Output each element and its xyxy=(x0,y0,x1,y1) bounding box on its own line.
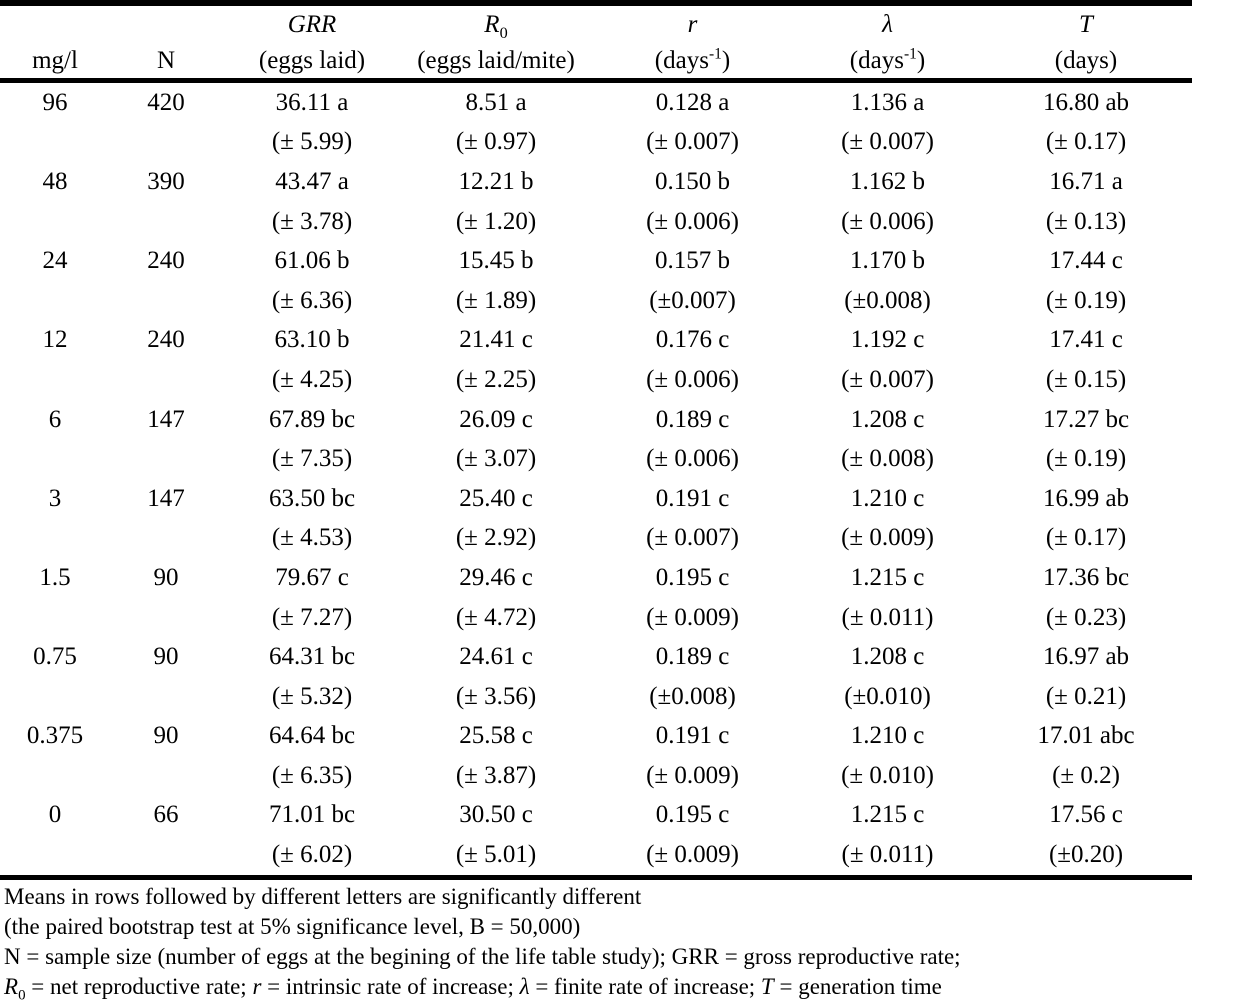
table-row-se xyxy=(0,123,1192,163)
r0-se-cell: (± 3.87) xyxy=(455,761,537,789)
grr-se-cell: (± 4.53) xyxy=(271,524,353,552)
footnote-seg-3: = finite rate of increase; xyxy=(529,973,761,999)
dose-cell: 48 xyxy=(42,167,68,195)
t-cell: 17.44 c xyxy=(1049,247,1123,275)
r0-se-cell: (± 3.07) xyxy=(455,445,537,473)
t-cell: 17.36 bc xyxy=(1042,563,1130,591)
dose-cell: 3 xyxy=(48,484,62,512)
footnote-line-3: N = sample size (number of eggs at the begining of the life table study); GRR = gross reproductive rate; xyxy=(4,943,961,969)
r-cell: 0.150 b xyxy=(655,167,730,195)
t-se-cell: (±0.20) xyxy=(980,835,1192,877)
r0-se-cell: (± 4.72) xyxy=(455,603,537,631)
t-se-cell: (± 0.19) xyxy=(1045,286,1127,314)
table-row-se xyxy=(0,598,1192,638)
footnote-line-4 xyxy=(4,972,1257,1002)
empty-cell xyxy=(0,202,110,242)
table-row-main xyxy=(0,558,1192,598)
dose-cell: 96 xyxy=(42,88,68,116)
r-se-cell: (± 0.006) xyxy=(646,365,739,393)
footnote-seg-1: = net reproductive rate; xyxy=(25,973,253,999)
grr-cell: 71.01 bc xyxy=(268,801,356,829)
n-cell: 90 xyxy=(153,643,179,671)
table-row-se xyxy=(0,439,1192,479)
empty-cell xyxy=(110,3,222,43)
n-cell: 390 xyxy=(147,167,185,195)
lambda-se-cell: (± 0.008) xyxy=(841,445,934,473)
lambda-se-cell: (± 0.006) xyxy=(841,207,934,235)
table-row-se xyxy=(0,360,1192,400)
grr-header xyxy=(222,3,402,43)
table-row-se xyxy=(0,519,1192,559)
r-symbol: r xyxy=(687,10,698,38)
n-cell: 90 xyxy=(153,563,179,591)
grr-cell: 64.64 bc xyxy=(268,722,356,750)
r-se-cell: (± 0.009) xyxy=(646,603,739,631)
lambda-cell: 1.136 a xyxy=(850,88,925,116)
table-body xyxy=(0,81,1192,878)
footnote-lambda-symbol: λ xyxy=(519,973,530,999)
empty-cell xyxy=(110,439,222,479)
r0-se-cell: (± 1.20) xyxy=(455,207,537,235)
t-cell: 16.80 ab xyxy=(1042,88,1130,116)
empty-cell xyxy=(110,598,222,638)
r0-subscript: 0 xyxy=(499,23,508,42)
footnote-r-symbol: r xyxy=(252,973,262,999)
r0-se-cell: (± 2.25) xyxy=(455,365,537,393)
r0-cell: 26.09 c xyxy=(459,405,533,433)
r0-se-cell: (± 2.92) xyxy=(455,524,537,552)
empty-cell xyxy=(110,677,222,717)
empty-cell xyxy=(0,519,110,559)
r0-se-cell: (± 0.97) xyxy=(455,128,537,156)
r-cell: 0.128 a xyxy=(655,88,730,116)
lambda-se-cell: (± 0.010) xyxy=(841,761,934,789)
n-cell: 147 xyxy=(147,484,185,512)
empty-cell xyxy=(0,598,110,638)
r-cell: 0.191 c xyxy=(655,722,730,750)
lambda-unit-close: ) xyxy=(916,46,926,74)
lambda-unit xyxy=(795,43,980,81)
lambda-se-cell: (± 0.007) xyxy=(841,128,934,156)
t-se-cell: (± 0.23) xyxy=(1045,603,1127,631)
dose-cell: 0 xyxy=(48,801,62,829)
empty-cell xyxy=(0,677,110,717)
n-cell: 240 xyxy=(147,326,185,354)
dose-cell: 12 xyxy=(42,326,68,354)
lambda-unit-open: (days xyxy=(849,46,904,74)
r0-symbol: R xyxy=(484,10,500,38)
footnotes xyxy=(0,882,1257,1002)
r0-cell: 30.50 c xyxy=(459,801,533,829)
r-se-cell: (± 0.009) xyxy=(646,761,739,789)
r-unit xyxy=(590,43,795,81)
n-cell: 147 xyxy=(147,405,185,433)
lambda-cell: 1.162 b xyxy=(850,167,925,195)
lambda-symbol: λ xyxy=(882,10,893,38)
lambda-cell: 1.208 c xyxy=(850,405,925,433)
r-unit-exponent: -1 xyxy=(708,45,722,63)
table-row-main xyxy=(0,241,1192,281)
n-cell: 420 xyxy=(147,88,185,116)
grr-se-cell: (± 7.35) xyxy=(271,445,353,473)
dose-cell: 1.5 xyxy=(39,563,71,591)
table-row-main xyxy=(0,479,1192,519)
dose-cell: 24 xyxy=(42,247,68,275)
r-se-cell: (± 0.009) xyxy=(590,835,795,877)
lambda-cell: 1.210 c xyxy=(850,722,925,750)
t-se-cell: (± 0.21) xyxy=(1045,682,1127,710)
r0-cell: 24.61 c xyxy=(459,643,533,671)
n-cell: 240 xyxy=(147,247,185,275)
table-row-se xyxy=(0,756,1192,796)
t-cell: 17.27 bc xyxy=(1042,405,1130,433)
empty-cell xyxy=(0,835,110,877)
grr-cell: 36.11 a xyxy=(275,88,349,116)
lambda-cell: 1.192 c xyxy=(850,326,925,354)
lambda-se-cell: (± 0.011) xyxy=(795,835,980,877)
footnote-line-2: (the paired bootstrap test at 5% significance level, B = 50,000) xyxy=(4,913,581,939)
empty-cell xyxy=(0,756,110,796)
n-cell: 66 xyxy=(153,801,179,829)
t-se-cell: (± 0.13) xyxy=(1045,207,1127,235)
grr-symbol: GRR xyxy=(287,10,337,38)
grr-cell: 63.50 bc xyxy=(268,484,356,512)
r0-cell: 25.40 c xyxy=(459,484,533,512)
table-row-main xyxy=(0,717,1192,757)
table-row-main xyxy=(0,81,1192,123)
footnote-t-symbol: T xyxy=(760,973,774,999)
lambda-cell: 1.170 b xyxy=(850,247,925,275)
grr-cell: 67.89 bc xyxy=(268,405,356,433)
t-se-cell: (± 0.17) xyxy=(1045,128,1127,156)
empty-cell xyxy=(0,360,110,400)
r-cell: 0.189 c xyxy=(655,405,730,433)
r-unit-open: (days xyxy=(654,46,709,74)
dose-column-label: mg/l xyxy=(0,43,110,81)
lambda-se-cell: (± 0.007) xyxy=(841,365,934,393)
dose-cell: 0.375 xyxy=(26,722,84,750)
t-cell: 17.01 abc xyxy=(1037,722,1135,750)
t-se-cell: (± 0.15) xyxy=(1045,365,1127,393)
grr-se-cell: (± 6.36) xyxy=(271,286,353,314)
grr-se-cell: (± 3.78) xyxy=(271,207,353,235)
r-se-cell: (± 0.007) xyxy=(646,128,739,156)
empty-cell xyxy=(0,439,110,479)
dose-cell: 0.75 xyxy=(33,643,77,671)
empty-cell xyxy=(110,519,222,559)
table-row-main xyxy=(0,321,1192,361)
r-cell: 0.189 c xyxy=(655,643,730,671)
table-row-se xyxy=(0,835,1192,877)
grr-se-cell: (± 4.25) xyxy=(271,365,353,393)
lambda-cell: 1.215 c xyxy=(850,563,925,591)
grr-se-cell: (± 5.99) xyxy=(271,128,353,156)
lambda-cell: 1.208 c xyxy=(850,643,925,671)
r-cell: 0.176 c xyxy=(655,326,730,354)
t-cell: 17.56 c xyxy=(1049,801,1123,829)
lambda-se-cell: (±0.008) xyxy=(844,286,931,314)
t-unit: (days) xyxy=(980,43,1192,81)
r-cell: 0.157 b xyxy=(655,247,730,275)
footnote-seg-4: = generation time xyxy=(773,973,942,999)
footnote-line-1: Means in rows followed by different letters are significantly different xyxy=(4,883,642,909)
r0-se-cell: (± 1.89) xyxy=(455,286,537,314)
dose-cell: 6 xyxy=(48,405,62,433)
table-row-main xyxy=(0,162,1192,202)
r0-cell: 8.51 a xyxy=(465,88,527,116)
r-se-cell: (± 0.006) xyxy=(646,207,739,235)
empty-cell xyxy=(0,3,110,43)
r0-unit: (eggs laid/mite) xyxy=(402,43,590,81)
grr-cell: 79.67 c xyxy=(275,563,349,591)
lambda-se-cell: (±0.010) xyxy=(844,682,931,710)
table-row-se xyxy=(0,202,1192,242)
empty-cell xyxy=(110,756,222,796)
r-unit-close: ) xyxy=(721,46,731,74)
empty-cell xyxy=(110,202,222,242)
n-cell: 90 xyxy=(153,722,179,750)
t-cell: 16.99 ab xyxy=(1042,484,1130,512)
grr-cell: 64.31 bc xyxy=(268,643,356,671)
lambda-se-cell: (± 0.011) xyxy=(841,603,934,631)
table-row-main xyxy=(0,637,1192,677)
t-se-cell: (± 0.19) xyxy=(1045,445,1127,473)
footnote-seg-2: = intrinsic rate of increase; xyxy=(261,973,520,999)
r0-cell: 25.58 c xyxy=(459,722,533,750)
r-se-cell: (± 0.006) xyxy=(646,445,739,473)
lambda-se-cell: (± 0.009) xyxy=(841,524,934,552)
header-unit-row xyxy=(0,43,1192,81)
empty-cell xyxy=(110,123,222,163)
table-row-main xyxy=(0,400,1192,440)
r0-cell: 29.46 c xyxy=(459,563,533,591)
lambda-cell: 1.215 c xyxy=(850,801,925,829)
r-se-cell: (±0.007) xyxy=(649,286,736,314)
empty-cell xyxy=(110,360,222,400)
empty-cell xyxy=(0,281,110,321)
table-row-main xyxy=(0,796,1192,836)
empty-cell xyxy=(110,835,222,877)
footnote-r0-subscript: 0 xyxy=(18,987,26,1002)
t-cell: 17.41 c xyxy=(1049,326,1123,354)
r0-cell: 21.41 c xyxy=(459,326,533,354)
r0-se-cell: (± 3.56) xyxy=(455,682,537,710)
t-se-cell: (± 0.17) xyxy=(1045,524,1127,552)
grr-se-cell: (± 6.35) xyxy=(271,761,353,789)
r0-se-cell: (± 5.01) xyxy=(402,835,590,877)
r0-cell: 12.21 b xyxy=(458,167,534,195)
n-column-label: N xyxy=(110,43,222,81)
table-row-se xyxy=(0,281,1192,321)
t-cell: 16.71 a xyxy=(1049,167,1123,195)
grr-se-cell: (± 5.32) xyxy=(271,682,353,710)
r-se-cell: (± 0.007) xyxy=(646,524,739,552)
t-se-cell: (± 0.2) xyxy=(1052,761,1120,789)
r-cell: 0.191 c xyxy=(655,484,730,512)
r-se-cell: (±0.008) xyxy=(649,682,736,710)
grr-se-cell: (± 6.02) xyxy=(222,835,402,877)
header-symbol-row xyxy=(0,3,1192,43)
grr-unit: (eggs laid) xyxy=(222,43,402,81)
t-symbol: T xyxy=(1079,10,1093,38)
r-cell: 0.195 c xyxy=(655,801,730,829)
grr-cell: 63.10 b xyxy=(274,326,350,354)
r0-cell: 15.45 b xyxy=(458,247,534,275)
grr-se-cell: (± 7.27) xyxy=(271,603,353,631)
lambda-header xyxy=(795,3,980,43)
t-cell: 16.97 ab xyxy=(1042,643,1130,671)
r-cell: 0.195 c xyxy=(655,563,730,591)
footnote-r0-symbol: R xyxy=(4,973,19,999)
empty-cell xyxy=(0,123,110,163)
lambda-cell: 1.210 c xyxy=(850,484,925,512)
table-row-se xyxy=(0,677,1192,717)
grr-cell: 61.06 b xyxy=(274,247,350,275)
grr-cell: 43.47 a xyxy=(275,167,349,195)
r-header xyxy=(590,3,795,43)
t-header xyxy=(980,3,1192,43)
empty-cell xyxy=(110,281,222,321)
table-header xyxy=(0,3,1192,81)
r0-header xyxy=(402,3,590,43)
lambda-unit-exponent: -1 xyxy=(903,45,917,63)
